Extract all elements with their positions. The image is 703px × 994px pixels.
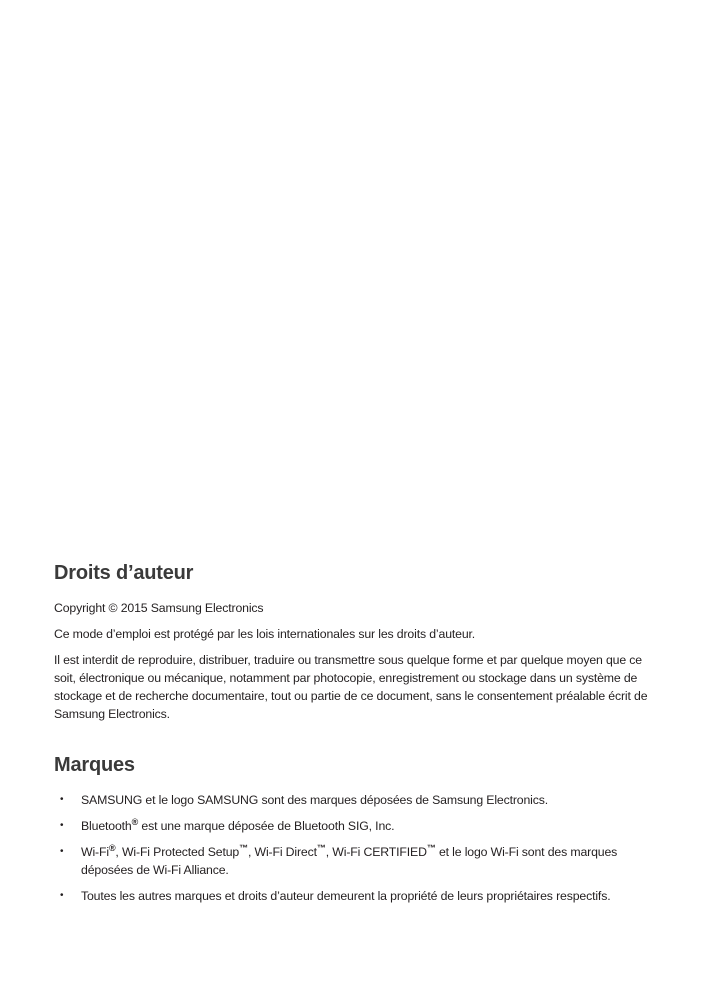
copyright-section [54,562,654,723]
trademark-mark: ™ [239,843,248,853]
trademark-mark: ™ [316,843,326,853]
list-item [54,817,654,835]
registered-mark: ® [131,817,139,827]
copyright-protection-text: Ce mode d’emploi est protégé par les lois internationales sur les droits d’auteur. [54,627,476,641]
trademark-text: Wi-Fi®, Wi-Fi Protected Setup™, Wi-Fi Direct™, Wi-Fi CERTIFIED™ et le logo Wi-Fi sont des marques déposées de Wi-Fi Alliance. [81,843,618,877]
bullet-icon: • [60,890,64,901]
trademark-text: Bluetooth® est une marque déposée de Bluetooth SIG, Inc. [81,817,395,833]
bullet-icon: • [60,794,64,805]
list-item [54,791,654,809]
copyright-notice: Copyright © 2015 Samsung Electronics [54,601,264,615]
trademarks-list [54,791,654,905]
list-item [54,843,654,879]
trademark-text: Toutes les autres marques et droits d’auteur demeurent la propriété de leurs propriétaires respectifs. [81,889,611,903]
registered-mark: ® [108,843,116,853]
trademarks-section [54,754,654,905]
copyright-heading: Droits d’auteur [54,562,194,584]
trademarks-heading: Marques [54,754,135,776]
trademark-text: SAMSUNG et le logo SAMSUNG sont des marques déposées de Samsung Electronics. [81,793,549,807]
list-item [54,887,654,905]
copyright-restriction-text: Il est interdit de reproduire, distribuer, traduire ou transmettre sous quelque forme et par quelque moyen que ce soit, électronique ou mécanique, notamment par photocopie, enregistrement ou stockage dans un système de stockage et de recherche documentaire, tout ou partie de ce document, sans le consentement préalable écrit de Samsung Electronics. [54,653,648,721]
document-body [54,562,654,913]
bullet-icon: • [60,820,64,831]
bullet-icon: • [60,846,64,857]
trademark-mark: ™ [426,843,436,853]
